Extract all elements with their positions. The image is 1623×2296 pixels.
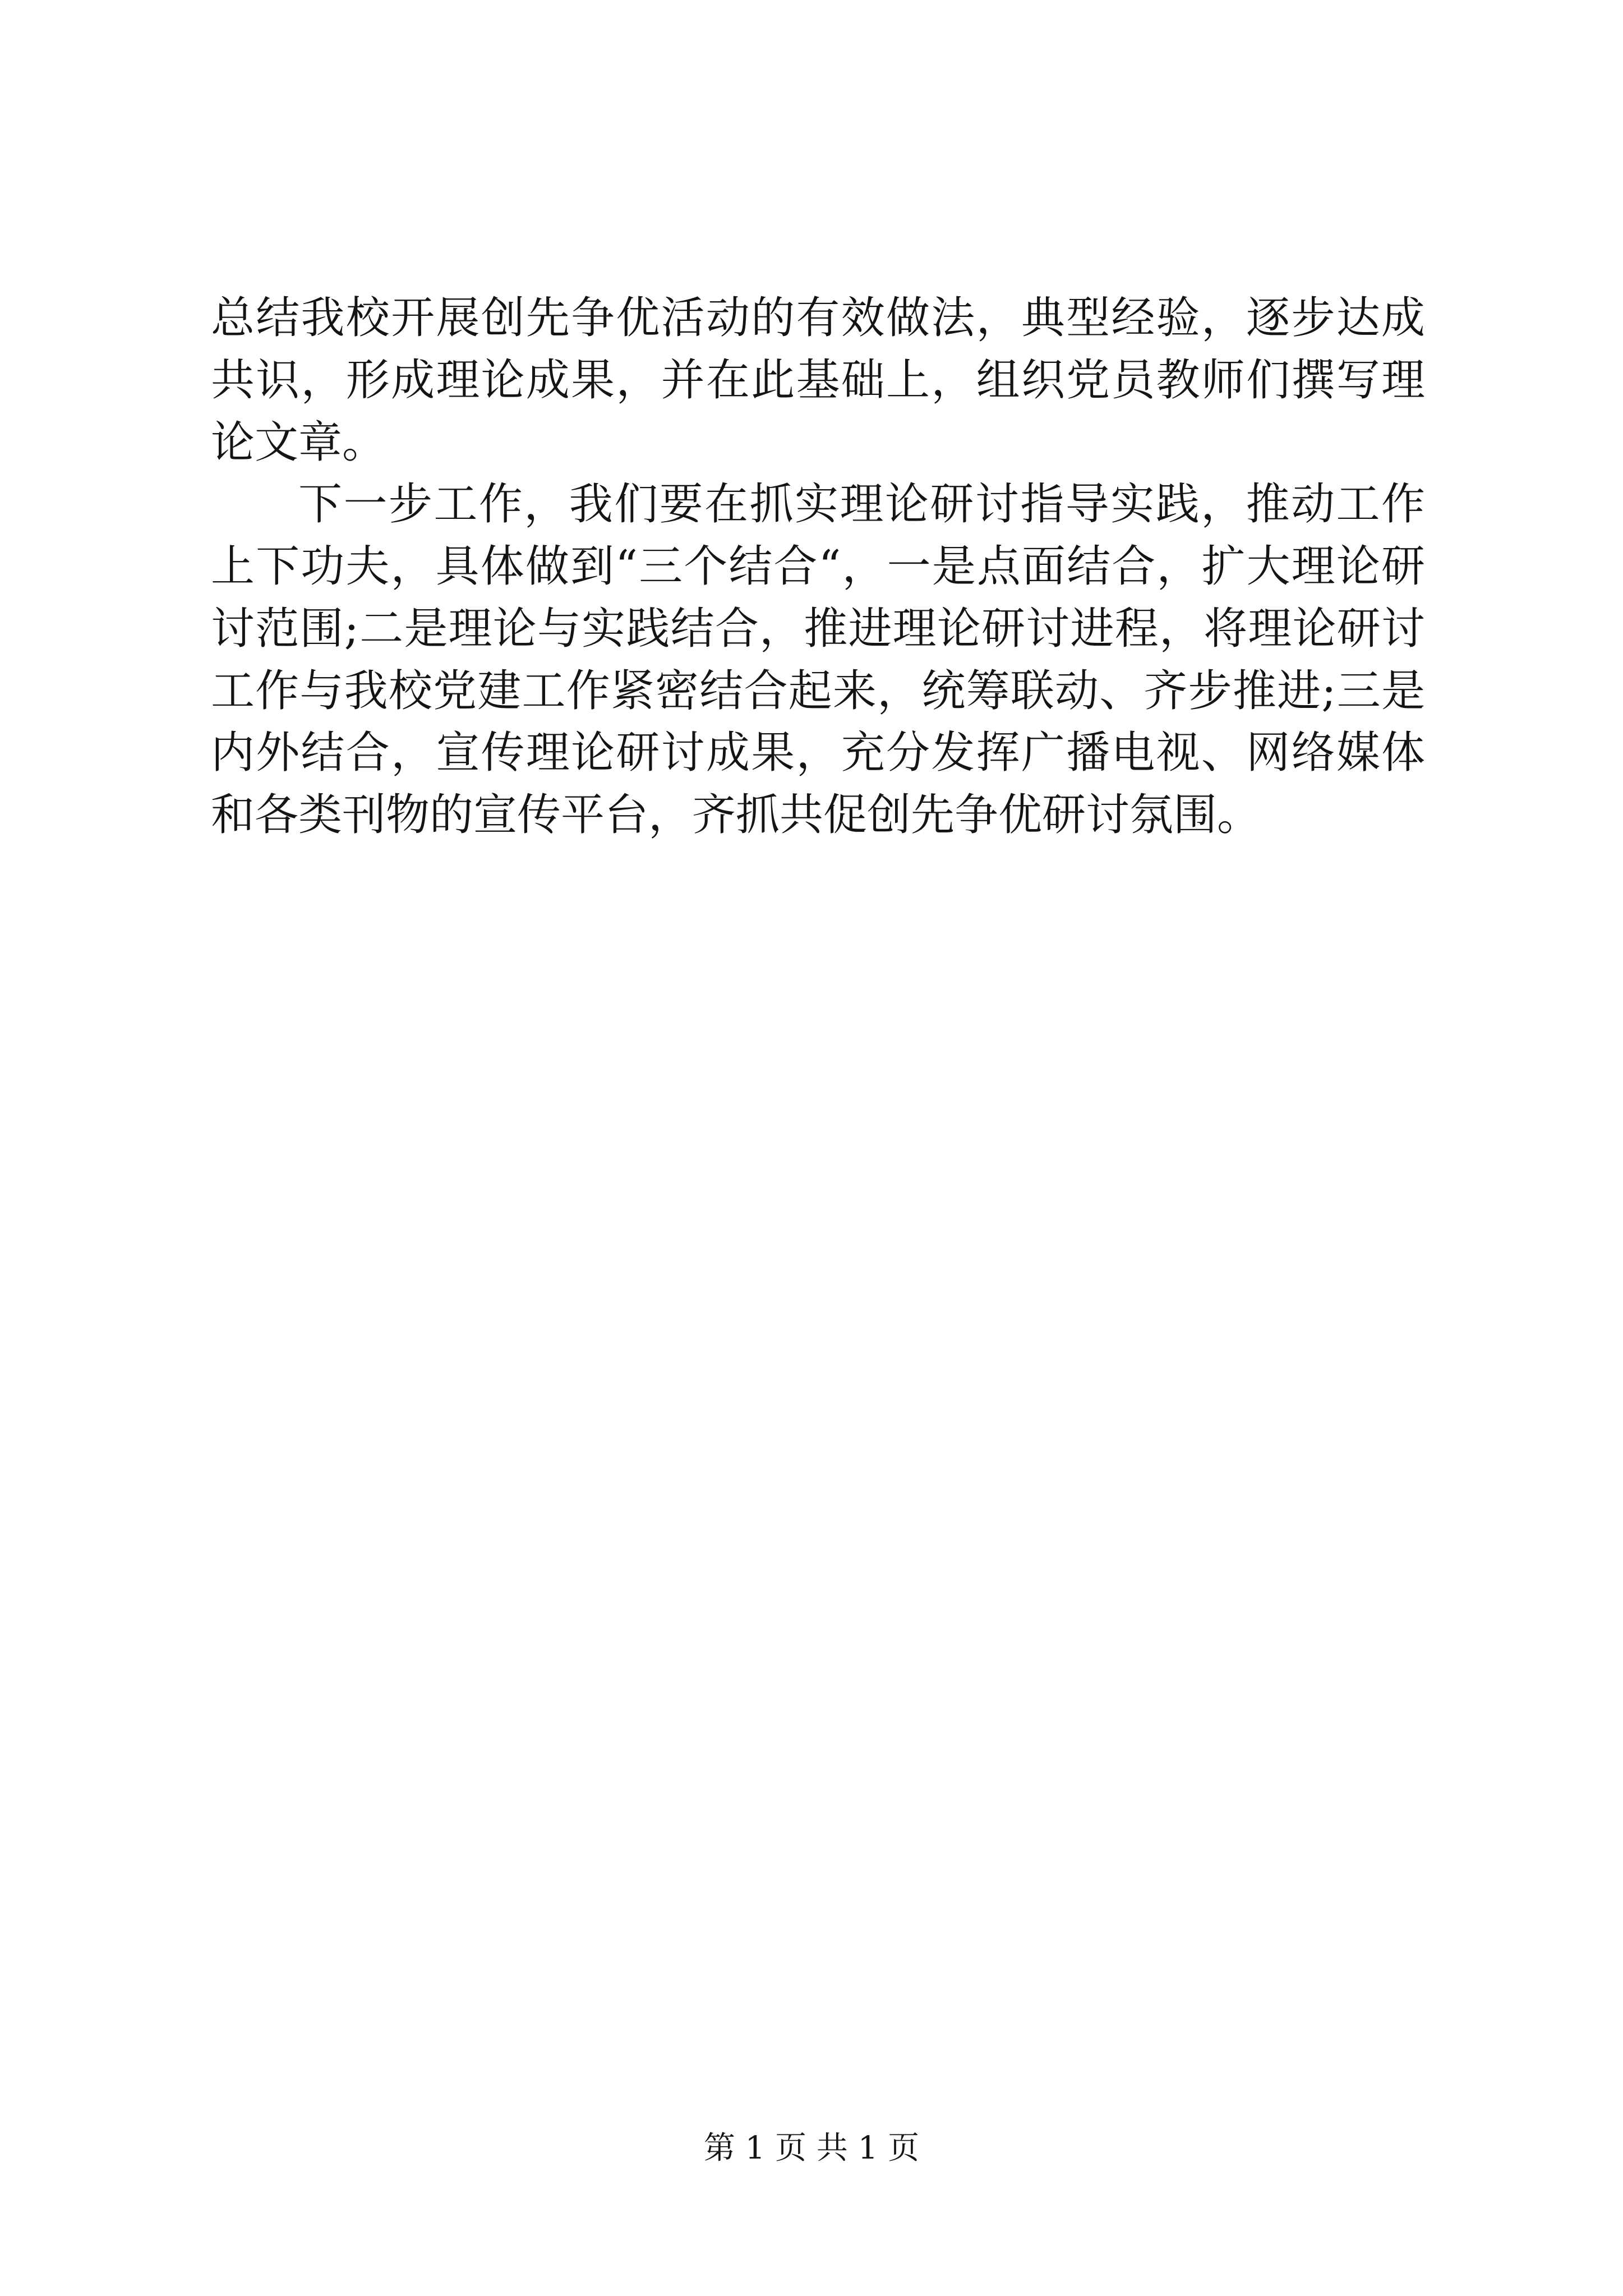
page-footer: 第 1 页 共 1 页 (703, 2130, 920, 2166)
paragraph-next-steps: 下一步工作，我们要在抓实理论研讨指导实践，推动工作上下功夫，具体做到“三个结合“，一是点面结合，扩大理论研讨范围;二是理论与实践结合，推进理论研讨进程，将理论研讨工作与我校党建工作紧密结合起来，统筹联动、齐步推进;三是内外结合，宣传理论研讨成果，充分发挥广播电视、网络媒体和各类刊物的宣传平台，齐抓共促创先争优研讨氛围。 (211, 479, 1425, 840)
paragraph-continuation: 总结我校开展创先争优活动的有效做法，典型经验，逐步达成共识，形成理论成果，并在此基础上，组织党员教师们撰写理论文章。 (211, 293, 1425, 468)
document-body (211, 287, 1425, 846)
